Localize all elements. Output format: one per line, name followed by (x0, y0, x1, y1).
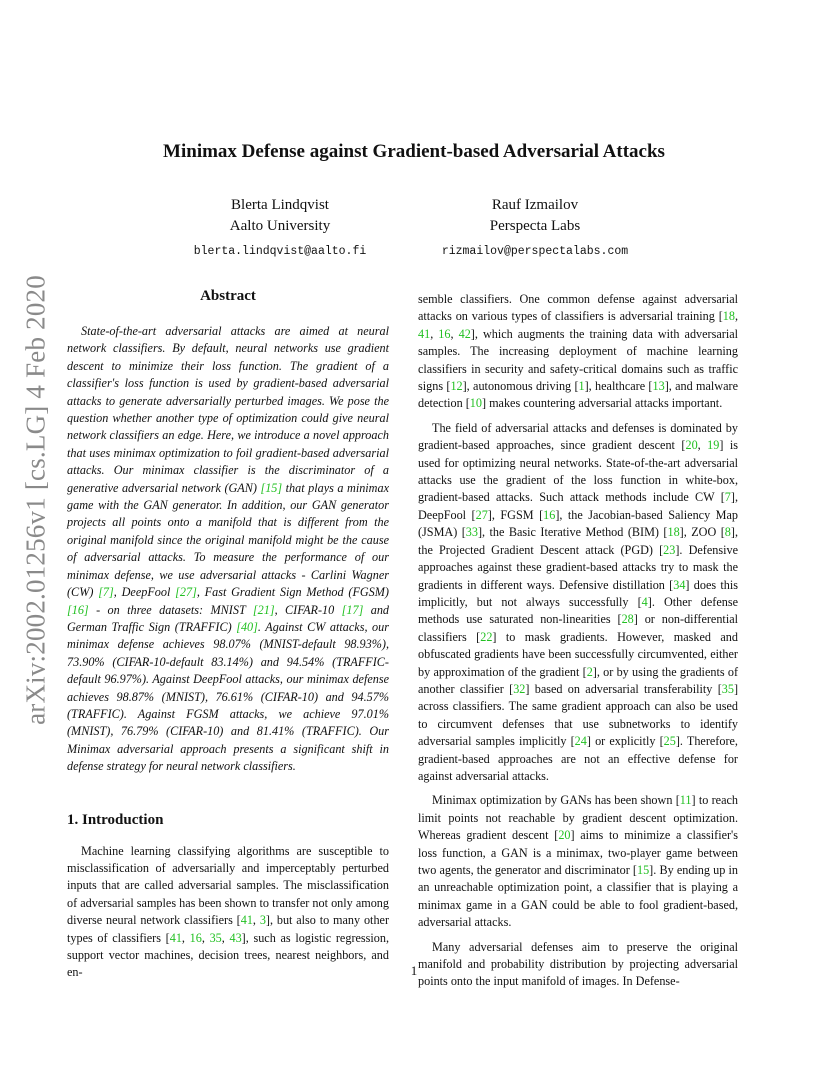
citation-link[interactable]: [15] (260, 480, 283, 495)
text-run: , DeepFool (113, 585, 176, 600)
intro-paragraph (67, 843, 389, 982)
citation-link[interactable]: 4 (641, 594, 648, 609)
text-run: The field of adversarial attacks and defenses is dominated by gradient-based approaches, since gradient descent [ (418, 420, 738, 453)
citation-link[interactable]: 19 (707, 438, 720, 453)
text-run: ], or by using the gradients of another classifier [ (418, 664, 739, 696)
citation-link[interactable]: [7] (98, 585, 114, 600)
text-run: ], DeepFool [ (418, 490, 738, 522)
body-paragraph (418, 792, 738, 931)
text-run: Minimax optimization by GANs has been shown [ (432, 793, 680, 808)
citation-link[interactable]: 33 (465, 525, 478, 540)
citation-link[interactable]: 23 (663, 542, 676, 557)
text-run: semble classifiers. One common defense against adversarial attacks on various types of classifiers is adversarial training [ (418, 292, 738, 324)
author-email: rizmailov@perspectalabs.com (441, 245, 629, 258)
text-run: , (430, 326, 439, 341)
text-run: ], which augments the training data with adversarial samples. The increasing deployment of machine learning classifiers in security and safety-critical domains such as traffic signs [ (418, 326, 739, 394)
text-run: , (697, 438, 708, 453)
text-run: State-of-the-art adversarial attacks are aimed at neural network classifiers. By default, neural networks use gradient descent to minimize their loss function. The gradient of a classifier's loss function is used by gradient-based adversarial attacks to generate adversarially perturbed images. We pose the question whether another type of optimization could give neural network classifiers an edge. Here, we introduce a novel approach that uses minimax optimization to foil gradient-based adversarial attacks. Our minimax classifier is the discriminator of a generative adversarial network (GAN) (67, 324, 389, 495)
text-run: , (221, 930, 230, 945)
citation-link[interactable]: 15 (636, 863, 650, 877)
author-block-1 (180, 195, 380, 262)
citation-link[interactable]: 8 (724, 525, 731, 540)
text-run: ], healthcare [ (584, 379, 653, 394)
citation-link[interactable]: 16 (543, 507, 556, 522)
citation-link[interactable]: 12 (450, 379, 463, 394)
citation-link[interactable]: 18 (667, 525, 680, 540)
citation-link[interactable]: [21] (252, 602, 275, 617)
text-run: , (181, 930, 190, 945)
author-block-2 (420, 195, 650, 262)
text-run: ], but also to many other types of classifiers [ (67, 913, 390, 945)
text-run: ]. Therefore, gradient-based approaches are not an effective defense for against adversarial attacks. (418, 734, 738, 783)
text-run: ], the Projected Gradient Descent attack (PGD) [ (418, 525, 738, 557)
citation-link[interactable]: 41 (240, 913, 253, 928)
text-run: ]. Defensive approaches against these gradient-based attacks try to mask the gradients in different ways. Defensive distillation [ (418, 542, 738, 592)
citation-link[interactable]: 1 (578, 379, 585, 394)
text-run: ] or explicitly [ (586, 734, 664, 749)
text-run: ] based on adversarial transferability [ (525, 681, 722, 696)
citation-link[interactable]: 43 (229, 930, 242, 945)
text-run: ], the Jacobian-based Saliency Map (JSMA) [ (418, 507, 738, 540)
text-run: , (450, 326, 459, 341)
abstract-text (67, 323, 389, 776)
body-paragraph: Many adversarial defenses aim to preserve the original manifold and probability distribution by projecting adversarial points onto the input manifold of images. In Defense- (418, 939, 738, 989)
text-run: that plays a minimax game with the GAN generator. In addition, our GAN generator projects all points onto a manifold that is different from the original manifold since the original manifold might be the cause of adversarial attacks. To measure the performance of our minimax defense, we use adversarial attacks - Carlini Wagner (CW) (67, 480, 389, 600)
text-run: Machine learning classifying algorithms are susceptible to misclassification of adversarially and imperceptably perturbed inputs that are called adversarial samples. The misclassification of adversarial samples has been shown to transfer not only among diverse neural network classifiers [ (67, 843, 389, 928)
arxiv-sidebar-stamp (16, 275, 56, 725)
section-heading-introduction: 1. Introduction (67, 811, 164, 828)
paper-title: Minimax Defense against Gradient-based Adversarial Attacks (163, 141, 665, 162)
citation-link[interactable]: 28 (621, 612, 634, 627)
text-run: , (201, 930, 210, 945)
text-run: ], such as logistic regression, support vector machines, decision trees, nearest neighbors, and en- (67, 930, 390, 980)
text-run: , (252, 913, 260, 928)
citation-link[interactable]: 3 (259, 913, 266, 928)
text-run: ]. Other defense methods use saturated non-linearities [ (418, 594, 738, 627)
citation-link[interactable]: 34 (673, 577, 686, 592)
citation-link[interactable]: [17] (341, 602, 364, 617)
text-run: ] to mask gradients. However, masked and obfuscated gradients have been successfully circumvented, either by approximation of the gradient [ (418, 629, 738, 679)
citation-link[interactable]: 18 (722, 309, 735, 324)
citation-link[interactable]: 24 (574, 734, 587, 749)
citation-link[interactable]: 16 (438, 326, 451, 341)
citation-link[interactable]: 20 (558, 828, 571, 843)
citation-link[interactable]: 11 (679, 793, 692, 808)
text-run: - on three datasets: MNIST (88, 602, 253, 617)
citation-link[interactable]: 22 (480, 629, 493, 644)
citation-link[interactable]: 35 (209, 930, 222, 945)
text-run: , Fast Gradient Sign Method (FGSM) (196, 585, 389, 600)
body-paragraph (418, 291, 738, 413)
body-paragraph (418, 420, 738, 786)
author-name: Blerta Lindqvist (231, 197, 329, 213)
text-run: ] does this implicitly, but not always successfully [ (418, 577, 738, 609)
citation-link[interactable]: [27] (175, 585, 197, 600)
author-name: Rauf Izmailov (491, 197, 579, 213)
citation-link[interactable]: 35 (721, 681, 734, 696)
text-run: ] is used for optimizing neural networks. State-of-the-art adversarial attacks use the gradient of the loss function in white-box, gradient-based attacks. Such attack methods include CW [ (418, 438, 739, 505)
citation-link[interactable]: 32 (513, 681, 526, 696)
citation-link[interactable]: 10 (469, 396, 482, 411)
author-email: blerta.lindqvist@aalto.fi (193, 245, 367, 258)
text-run: , (734, 309, 738, 324)
citation-link[interactable]: 20 (685, 438, 698, 453)
page-number: 1 (410, 963, 418, 978)
text-run: ] makes countering adversarial attacks important. (481, 396, 723, 411)
citation-link[interactable]: 7 (724, 490, 731, 505)
left-column (67, 288, 389, 989)
text-run: ], and malware detection [ (418, 379, 738, 411)
citation-link[interactable]: 27 (475, 507, 488, 522)
text-run: ] or non-differential classifiers [ (418, 612, 738, 644)
author-affiliation: Aalto University (229, 218, 331, 234)
text-run: and German Traffic Sign (TRAFFIC) (67, 602, 390, 634)
citation-link[interactable]: 13 (652, 379, 665, 394)
text-run: ] across classifiers. The same gradient approach can also be used to circumvent defenses that use subnetworks to identify adversarial samples implicitly [ (418, 681, 739, 749)
text-run: ], the Basic Iterative Method (BIM) [ (477, 525, 668, 540)
citation-link[interactable]: 42 (458, 326, 471, 341)
citation-link[interactable]: 2 (586, 664, 593, 679)
citation-link[interactable]: 25 (663, 734, 676, 749)
text-run: ], FGSM [ (487, 507, 544, 522)
arxiv-id-text: arXiv:2002.01256v1 [cs.LG] 4 Feb 2020 (20, 275, 51, 725)
text-run: ], autonomous driving [ (462, 379, 579, 394)
citation-link[interactable]: 41 (418, 326, 431, 341)
author-affiliation: Perspecta Labs (489, 218, 581, 234)
text-run: ] to reach limit points not reachable by gradient descent optimization. Whereas gradient descent [ (418, 793, 739, 843)
citation-link[interactable]: [40] (236, 619, 258, 634)
abstract-heading: Abstract (200, 288, 256, 304)
citation-link[interactable]: 16 (189, 930, 202, 945)
text-run: ], ZOO [ (679, 525, 725, 540)
right-column (418, 291, 738, 998)
text-run: . Against CW attacks, our minimax defense achieves 98.07% (MNIST-default 98.93%), 73.90% (CIFAR-10-default 83.14%) and 94.54% (TRAFFIC-default 96.97%). Against DeepFool attacks, our minimax defense achieves 98.87% (MNIST), 76.61% (CIFAR-10) and 94.57% (TRAFFIC). Against FGSM attacks, we achieve 97.01% (MNIST), 76.79% (CIFAR-10) and 81.41% (TRAFFIC). Our Minimax adversarial approach presents a significant shift in defense strategy for neural network classifiers. (67, 619, 389, 774)
text-run: ] aims to minimize a classifier's loss function, a GAN is a minimax, two-player game between two agents, the generator and discriminator [ (418, 828, 738, 877)
text-run: ]. By ending up in an unreachable optimization point, a classifier that is playing a minimax game in a GAN could be able to fool gradient-based, adversarial attacks. (418, 863, 738, 930)
citation-link[interactable]: [16] (67, 602, 89, 617)
text-run: , CIFAR-10 (274, 602, 342, 617)
citation-link[interactable]: 41 (169, 930, 182, 945)
